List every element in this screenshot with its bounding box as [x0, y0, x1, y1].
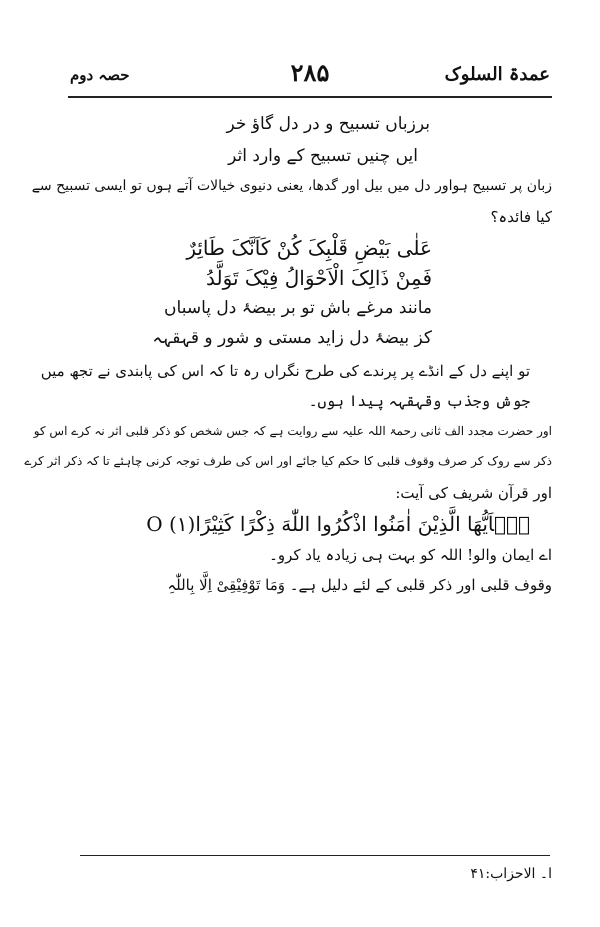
footnote-rule — [80, 855, 550, 856]
part-label: حصہ دوم — [70, 66, 130, 84]
para1-line2: کیا فائدہ؟ — [490, 208, 552, 226]
persian-verse-line1: مانند مرغے باش تو بر بیضۂ دل پاسباں — [164, 298, 432, 318]
para2-line2: جوش وجذب وقہقہہ پیدا ہوں۔ — [308, 392, 530, 410]
arabic-verse-line2: فَمِنْ ذَالِکَ الْاَحْوَالُ فِیْکَ تَوَلَّدُ — [206, 266, 432, 290]
closing-line: وقوف قلبی اور ذکر قلبی کے لئے دلیل ہے۔ وَمَا تَوْفِیْقِیْ اِلَّا بِاللّٰہِ — [167, 576, 552, 594]
quran-translation: اے ایمان والو! اللہ کو بہت ہی زیادہ یاد کرو۔ — [269, 546, 552, 564]
page-header — [70, 58, 550, 94]
para3-line1: اور حضرت مجدد الف ثانی رحمۃ اللہ علیہ سے روایت ہے کہ جس شخص کو ذکر قلبی اثر نہ کرے اس کو — [33, 424, 552, 438]
para3-line2: ذکر سے روک کر صرف وقوف قلبی کا حکم کیا جائے اور اس کی طرف توجہ کرنی چاہئے تا کہ ذکر اثر کرے — [24, 454, 552, 468]
para3-line3: اور قرآن شریف کی آیت: — [395, 484, 552, 502]
para1-line1: زبان پر تسبیح ہواور دل میں بیل اور گدھا، یعنی دنیوی خیالات آتے ہوں تو ایسی تسبیح سے — [31, 178, 552, 194]
para2-line1: تو اپنے دل کے انڈے پر پرندے کی طرح نگراں رہ تا کہ اس کی پابندی نے تجھ میں — [40, 362, 530, 380]
persian-verse-line2: کز بیضۂ دل زاید مستی و شور و قہقہہ — [152, 328, 432, 348]
footnote: ا۔ الاحزاب:۴۱ — [470, 866, 552, 882]
verse1-line2: ایں چنیں تسبیح کے وارد اثر — [228, 146, 418, 166]
page-number: ۲۸۵ — [290, 58, 330, 87]
book-title: عمدۃ السلوک — [444, 64, 550, 85]
header-rule — [68, 96, 552, 98]
verse1-line1: برزباں تسبیح و در دل گاؤ خر — [226, 114, 430, 134]
arabic-verse-line1: عَلٰی بَیْضِ قَلْبِکَ کُنْ کَاَنَّکَ طَائِرٌ — [186, 236, 432, 260]
quran-verse: یٰۤاَیُّهَا الَّذِیْنَ اٰمَنُوا اذْكُرُوا اللّٰهَ ذِكْرًا كَثِیْرًاO (۱) — [146, 512, 530, 536]
